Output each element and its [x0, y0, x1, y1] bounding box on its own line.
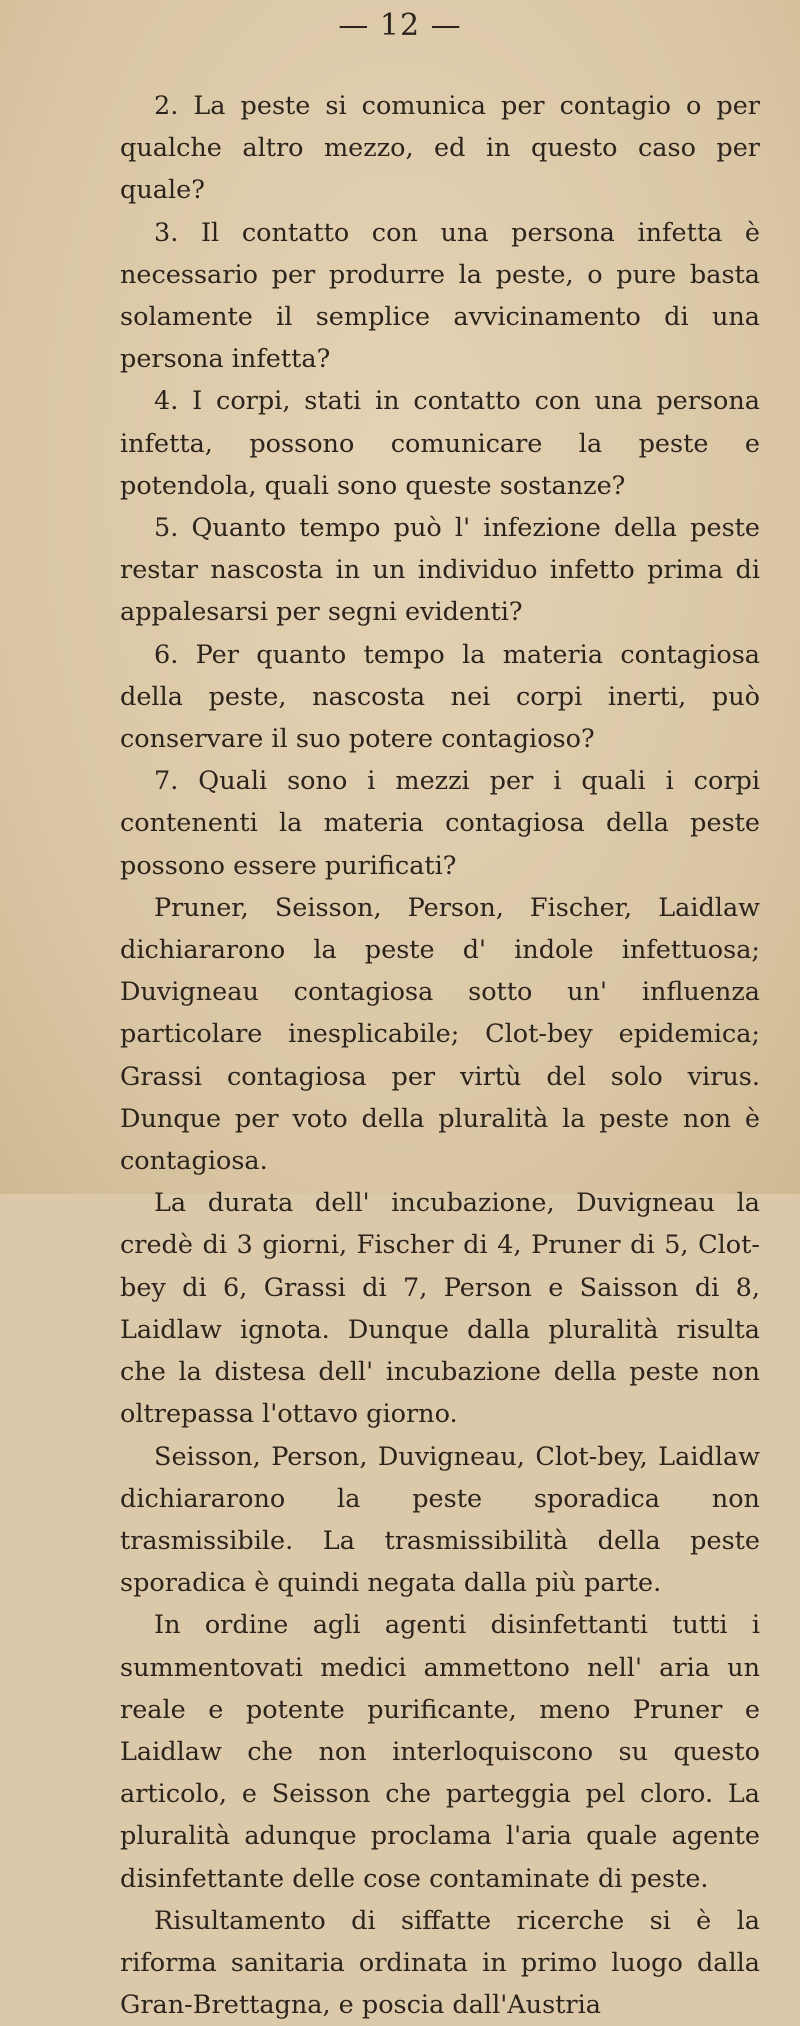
- paragraph-sporadic: Seisson, Person, Duvigneau, Clot-bey, Laidlaw dichiararono la peste sporadica non trasmissibile. La trasmissibilità della peste sporadica è quindi negata dalla più parte.: [120, 1441, 760, 1599]
- question-7: 7. Quali sono i mezzi per i quali i corpi contenenti la materia contagiosa della peste possono essere purificati?: [120, 766, 760, 881]
- question-3: 3. Il contatto con una persona infetta è necessario per produrre la peste, o pure basta solamente il semplice avvicinamento di una persona infetta?: [120, 217, 760, 375]
- question-5: 5. Quanto tempo può l' infezione della peste restar nascosta in un individuo infetto prima di appalesarsi per segni evidenti?: [120, 513, 760, 628]
- paragraph-disinfectants: In ordine agli agenti disinfettanti tutti i summentovati medici ammettono nell' aria un reale e potente purificante, meno Pruner e Laidlaw che non interloquiscono su questo articolo, e Seisson che parteggia pel cloro. La pluralità adunque proclama l'aria quale agente disinfettante delle cose contaminate di peste.: [120, 1610, 760, 1894]
- paragraph-incubation: La durata dell' incubazione, Duvigneau la credè di 3 giorni, Fischer di 4, Pruner di 5, Clot-bey di 6, Grassi di 7, Person e Saisson di 8, Laidlaw ignota. Dunque dalla pluralità risulta che la distesa dell' incubazione della peste non oltrepassa l'ottavo giorno.: [120, 1188, 760, 1430]
- question-6: 6. Per quanto tempo la materia contagiosa della peste, nascosta nei corpi inerti, può conservare il suo potere contagioso?: [120, 639, 760, 755]
- question-4: 4. I corpi, stati in contatto con una persona infetta, possono comunicare la peste e potendola, quali sono queste sostanze?: [120, 386, 760, 501]
- page-number: — 12 —: [338, 8, 462, 43]
- paragraph-reform: Risultamento di siffatte ricerche si è la riforma sanitaria ordinata in primo luogo dalla Gran-Brettagna, e poscia dall'Austria: [120, 1905, 760, 2021]
- question-2: 2. La peste si comunica per contagio o per qualche altro mezzo, ed in questo caso per quale?: [120, 91, 760, 206]
- paragraph-contagion: Pruner, Seisson, Person, Fischer, Laidlaw dichiararono la peste d' indole infettuosa; Duvigneau contagiosa sotto un' influenza particolare inesplicabile; Clot-bey epidemica; Grassi contagiosa per virtù del solo virus. Dunque per voto della pluralità la peste non è contagiosa.: [120, 892, 760, 1177]
- body-text: [120, 85, 760, 2026]
